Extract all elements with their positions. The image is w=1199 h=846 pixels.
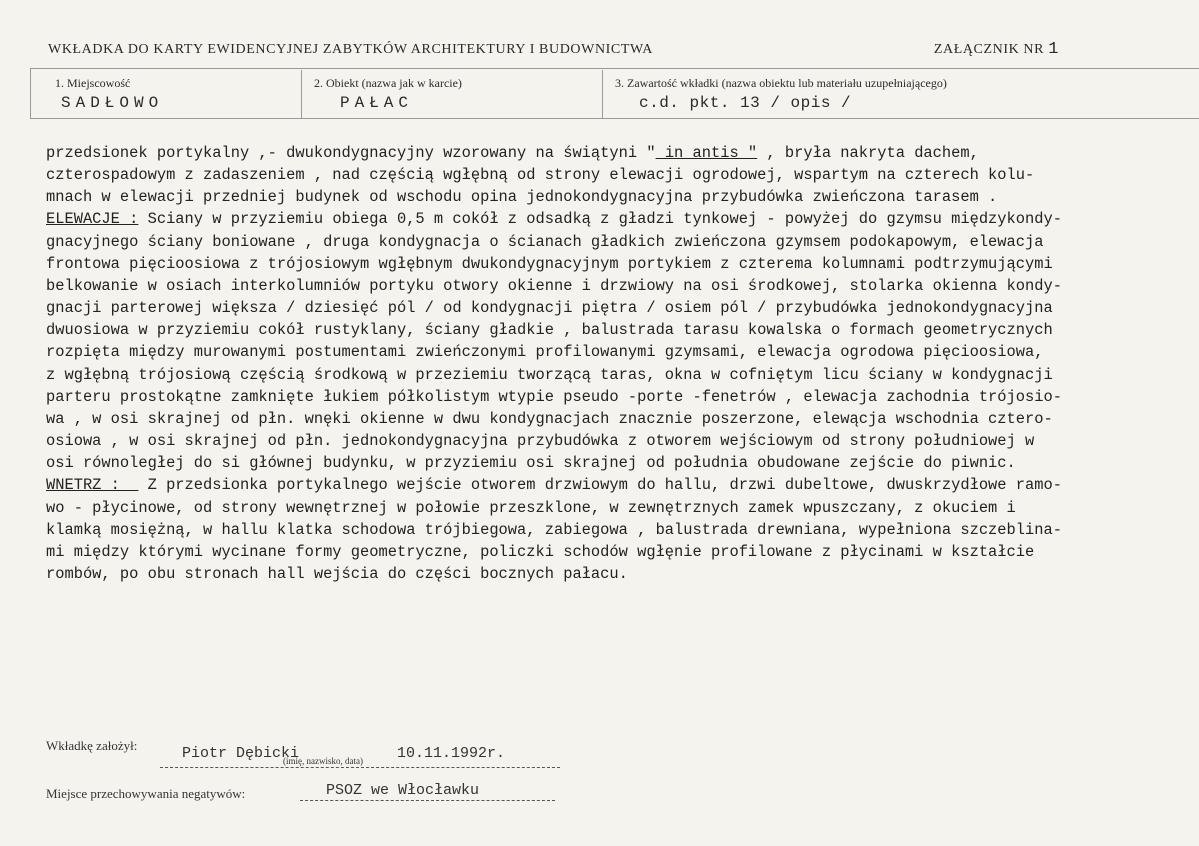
text-line: czterospadowym z zadaszeniem , nad częścią wgłębną od strony elewacji ogrodowej, wspartym na czterech kolu-: [46, 166, 1035, 185]
storage-label: Miejsce przechowywania negatywów:: [46, 786, 246, 801]
annex-label-text: ZAŁĄCZNIK NR: [933, 42, 1045, 57]
author-date: 10.11.1992r.: [397, 745, 506, 762]
text-line: przedsionek portykalny ,- dwukondygnacyjny wzorowany na świątyni " in antis " , bryła nakryta dachem,: [46, 144, 979, 162]
text-line: gnacyjnego ściany boniowane , druga kondygnacja o ścianach gładkich zwieńczona gzymsem podokapowym, elewacja: [46, 232, 1044, 251]
left-rule: [30, 68, 31, 118]
text-line: mi między którymi wycinane formy geometryczne, policzki schodów wgłęnie profilowane z płycinami w kształcie: [46, 542, 1035, 561]
object-label: 2. Obiekt (nazwa jak w karcie): [314, 76, 462, 90]
section-heading-wnetrz: WNETRZ :: [46, 476, 139, 495]
author-signature-line: [160, 767, 560, 768]
text-line: klamką mosiężną, w hallu klatka schodowa trójbiegowa, zabiegowa , balustrada drewniana, wypełniona szczeblina-: [46, 520, 1062, 539]
text-line: rombów, po obu stronach hall wejścia do części bocznych pałacu.: [46, 564, 628, 583]
text-line: gnacji parterowej większa / dziesięć pól / od kondygnacji piętra / osiem pól / przybudówka jednokondygnacyjna: [46, 299, 1053, 318]
document-title: WKŁADKA DO KARTY EWIDENCYJNEJ ZABYTKÓW ARCHITEKTURY I BUDOWNICTWA: [48, 42, 653, 57]
content-field: [603, 70, 1199, 118]
text-line: ELEWACJE : Sciany w przyziemiu obiega 0,5 m cokół z odsadką z gładzi tynkowej - powyżej do gzymsu międzykondy-: [46, 210, 1062, 229]
location-label: 1. Miejscowość: [55, 76, 131, 90]
annex-number: 1: [1048, 40, 1059, 59]
author-label: Wkładkę założył:: [46, 738, 138, 753]
text-line: frontowa pięcioosiowa z trójosiowym wgłębnym dwukondygnacyjnym portykiem z czterema kolumnami podtrzymującymi: [46, 254, 1053, 273]
text-line: rozpięta między murowanymi postumentami zwieńczonymi profilowanymi gzymsami, elewacja ogrodowa pięcioosiowa,: [46, 343, 1044, 362]
author-hint: (imię, nazwisko, data): [283, 756, 363, 766]
text-line: mnach w elewacji przedniej budynek od wschodu opina jednokondygnacyjna przybudówka zwieńczona tarasem .: [46, 188, 998, 207]
text-line: parteru prostokątne zamknięte łukiem półkolistym wtypie pseudo -porte -fenetrów , elewacja zachodnia trójosio-: [46, 387, 1062, 406]
description-text: [46, 142, 1156, 585]
author-name: Piotr Dębicki: [182, 745, 300, 762]
text-line: osiowa , w osi skrajnej od płn. jednokondygnacyjna przybudówka z otworem wejściowym od strony południowej w: [46, 432, 1035, 451]
section-heading-elewacje: ELEWACJE :: [46, 210, 139, 229]
content-value: c.d. pkt. 13 / opis /: [639, 94, 852, 112]
object-value: PAŁAC: [340, 94, 414, 112]
location-field: [43, 70, 302, 118]
location-value: SADŁOWO: [61, 94, 164, 112]
text-line: dwuosiowa w przyziemiu cokół rustyklany, ściany gładkie , balustrada tarasu kowalska o formach geometrycznych: [46, 321, 1053, 340]
text-line: osi równoległej do si głównej budynku, w przyziemiu osi skrajnej od południa obudowane zejście do piwnic.: [46, 454, 1016, 473]
text-line: wo - płycinowe, od strony wewnętrznej w połowie przeszklone, w zewnętrznych zamek wpuszczany, z okuciem i: [46, 498, 1016, 517]
storage-value: PSOZ we Włocławku: [326, 782, 480, 799]
content-label: 3. Zawartość wkładki (nazwa obiektu lub materiału uzupełniającego): [615, 76, 947, 90]
text-line: WNETRZ : Z przedsionka portykalnego wejście otworem drzwiowym do hallu, drzwi dubeltowe, dwuskrzydłowe ramo-: [46, 476, 1062, 495]
text-line: belkowanie w osiach interkolumniów portyku otwory okienne i drzwiowy na osi środkowej, stolarka okienna kondy-: [46, 276, 1062, 295]
fields-bottom-rule: [30, 118, 1199, 119]
in-antis-underlined: in antis ": [655, 144, 758, 162]
top-rule: [30, 68, 1199, 69]
text-line: wa , w osi skrajnej od płn. wnęki okienne w dwu kondygnacjach znacznie poszerzone, elewącja wschodnia cztero-: [46, 409, 1053, 428]
storage-line: [300, 800, 555, 801]
annex-label: [934, 40, 1059, 59]
object-field: [302, 70, 603, 118]
text-line: z wgłębną trójosiową częścią środkową w przeziemiu tworzącą taras, okna w cofniętym licu ściany w kondygnacji: [46, 365, 1053, 384]
